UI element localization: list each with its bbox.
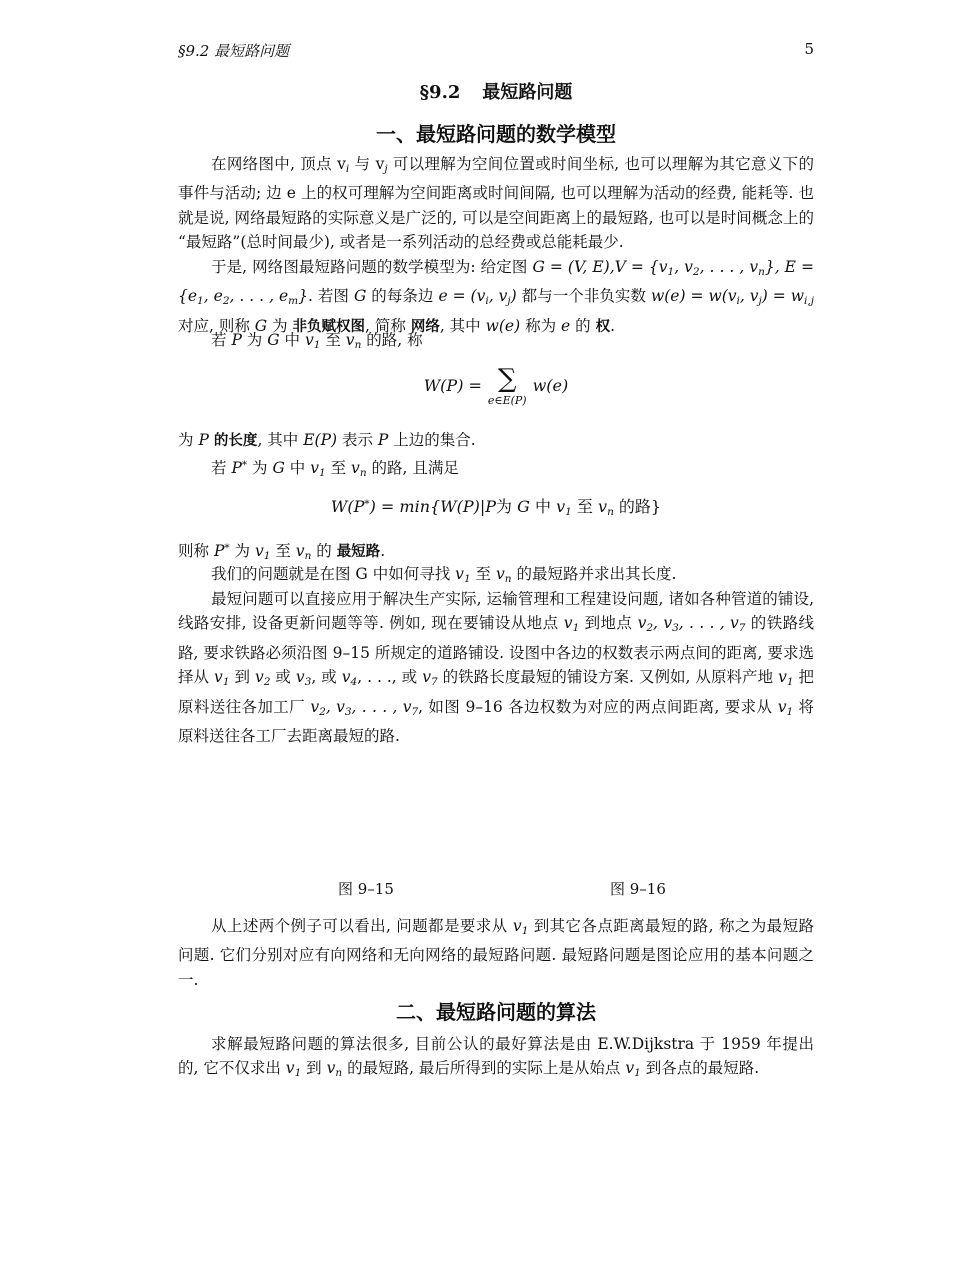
section-number: §9.2 — [419, 82, 461, 103]
term-shortest-path: 最短路 — [336, 544, 381, 560]
paragraph-model: 于是, 网络图最短路问题的数学模型为: 给定图 G = (V, $E),V = \{v_1$, $v_2$, . . . , $v_n$}, $E = \{e_1$, $e_2$, . . . , $e_m$}. 若图 G 的每条边 $e = (v_i$, $v_j$) 都与一个非负实数 $w(e) = w(v_i$, $v_j) = w_{i,j}$ 对应, 则称 G 为 非负赋权图, 简称 网络, 其中 w(e) 称为 e 的 权. — [178, 258, 814, 335]
equation-min-path: W(P*) = min{W(P)|P为 G 中 $v_1$ 至 $v_n$ 的路} — [330, 497, 662, 518]
heading-algorithm: 二、最短路问题的算法 — [396, 1000, 596, 1024]
header-section-title: §9.2 最短路问题 — [178, 42, 290, 60]
paragraph-optimal-path: 若 P* 为 G 中 $v_1$ 至 $v_n$ 的路, 且满足 — [211, 459, 459, 479]
term-weight: 权 — [595, 318, 611, 335]
section-name: 最短路问题 — [482, 82, 573, 103]
figure-caption-9-16: 图 9–16 — [610, 880, 666, 898]
equation-path-weight: W(P) = ∑ e∈E(P) w(e) — [423, 364, 569, 407]
paragraph-path-def: 若 P 为 G 中 $v_1$ 至 $v_n$ 的路, 称 — [211, 331, 423, 351]
running-header — [178, 40, 814, 61]
paragraph-length-def: 为 P 的长度, 其中 E(P) 表示 P 上边的集合. — [178, 431, 476, 449]
paragraph-problem: 我们的问题就是在图 G 中如何寻找 $v_1$ 至 $v_n$ 的最短路并求出其长度. — [211, 565, 677, 585]
paragraph-summary: 从上述两个例子可以看出, 问题都是要求从 $v_1$ 到其它各点距离最短的路, 称之为最短路问题. 它们分别对应有向网络和无向网络的最短路问题. 最短路问题是图论应用的基本问题之一. — [178, 917, 814, 989]
page-number: 5 — [804, 40, 814, 58]
paragraph-applications: 最短问题可以直接应用于解决生产实际, 运输管理和工程建设问题, 诸如各种管道的铺设, 线路安排, 设备更新问题等等. 例如, 现在要铺设从地点 $v_1$ 到地点 $v_2$, $v_3$, . . . , $v_7$ 的铁路线路, 要求铁路必须沿图 9–15 所规定的道路铺设. 设图中各边的权数表示两点间的距离, 要求选择从 $v_1$ 到 $v_2$ 或 $v_3$, 或 $v_4$, . . ., 或 $v_7$ 的铁路长度最短的铺设方案. 又例如, 从原料产地 $v_1$ 把原料送往各加工厂 $v_2$, $v_3$, . . . , $v_7$, 如图 9–16 各边权数为对应的两点间距离, 要求从 $v_1$ 将原料送往各工厂去距离最短的路. — [178, 590, 815, 746]
heading-math-model: 一、最短路问题的数学模型 — [376, 122, 616, 146]
summation-symbol: ∑ e∈E(P) — [487, 364, 527, 407]
paragraph-intro: 在网络图中, 顶点 $v_i$ 与 $v_j$ 可以理解为空间位置或时间坐标, 也可以理解为其它意义下的事件与活动; 边 e 上的权可理解为空间距离或时间间隔, 也可以理解为活动的经费, 能耗等. 也就是说, 网络最短路的实际意义是广泛的, 可以是空间距离上的最短路, 也可以是时间概念上的 “最短路”(总时间最少), 或者是一系列活动的总经费或总能耗最少. — [178, 155, 814, 252]
term-network: 网络 — [410, 318, 440, 335]
term-nonnegative-weighted-graph: 非负赋权图 — [292, 318, 366, 335]
paragraph-shortest-path-def: 则称 P* 为 $v_1$ 至 $v_n$ 的 最短路. — [178, 542, 386, 562]
section-title — [178, 78, 814, 104]
paragraph-dijkstra: 求解最短路问题的算法很多, 目前公认的最好算法是由 E.W.Dijkstra 于 1959 年提出的, 它不仅求出 $v_1$ 到 $v_n$ 的最短路, 最后所得到的实际上是从始点 $v_1$ 到各点的最短路. — [178, 1035, 814, 1080]
term-length: 的长度 — [208, 433, 258, 449]
figure-caption-9-15: 图 9–15 — [338, 880, 394, 898]
